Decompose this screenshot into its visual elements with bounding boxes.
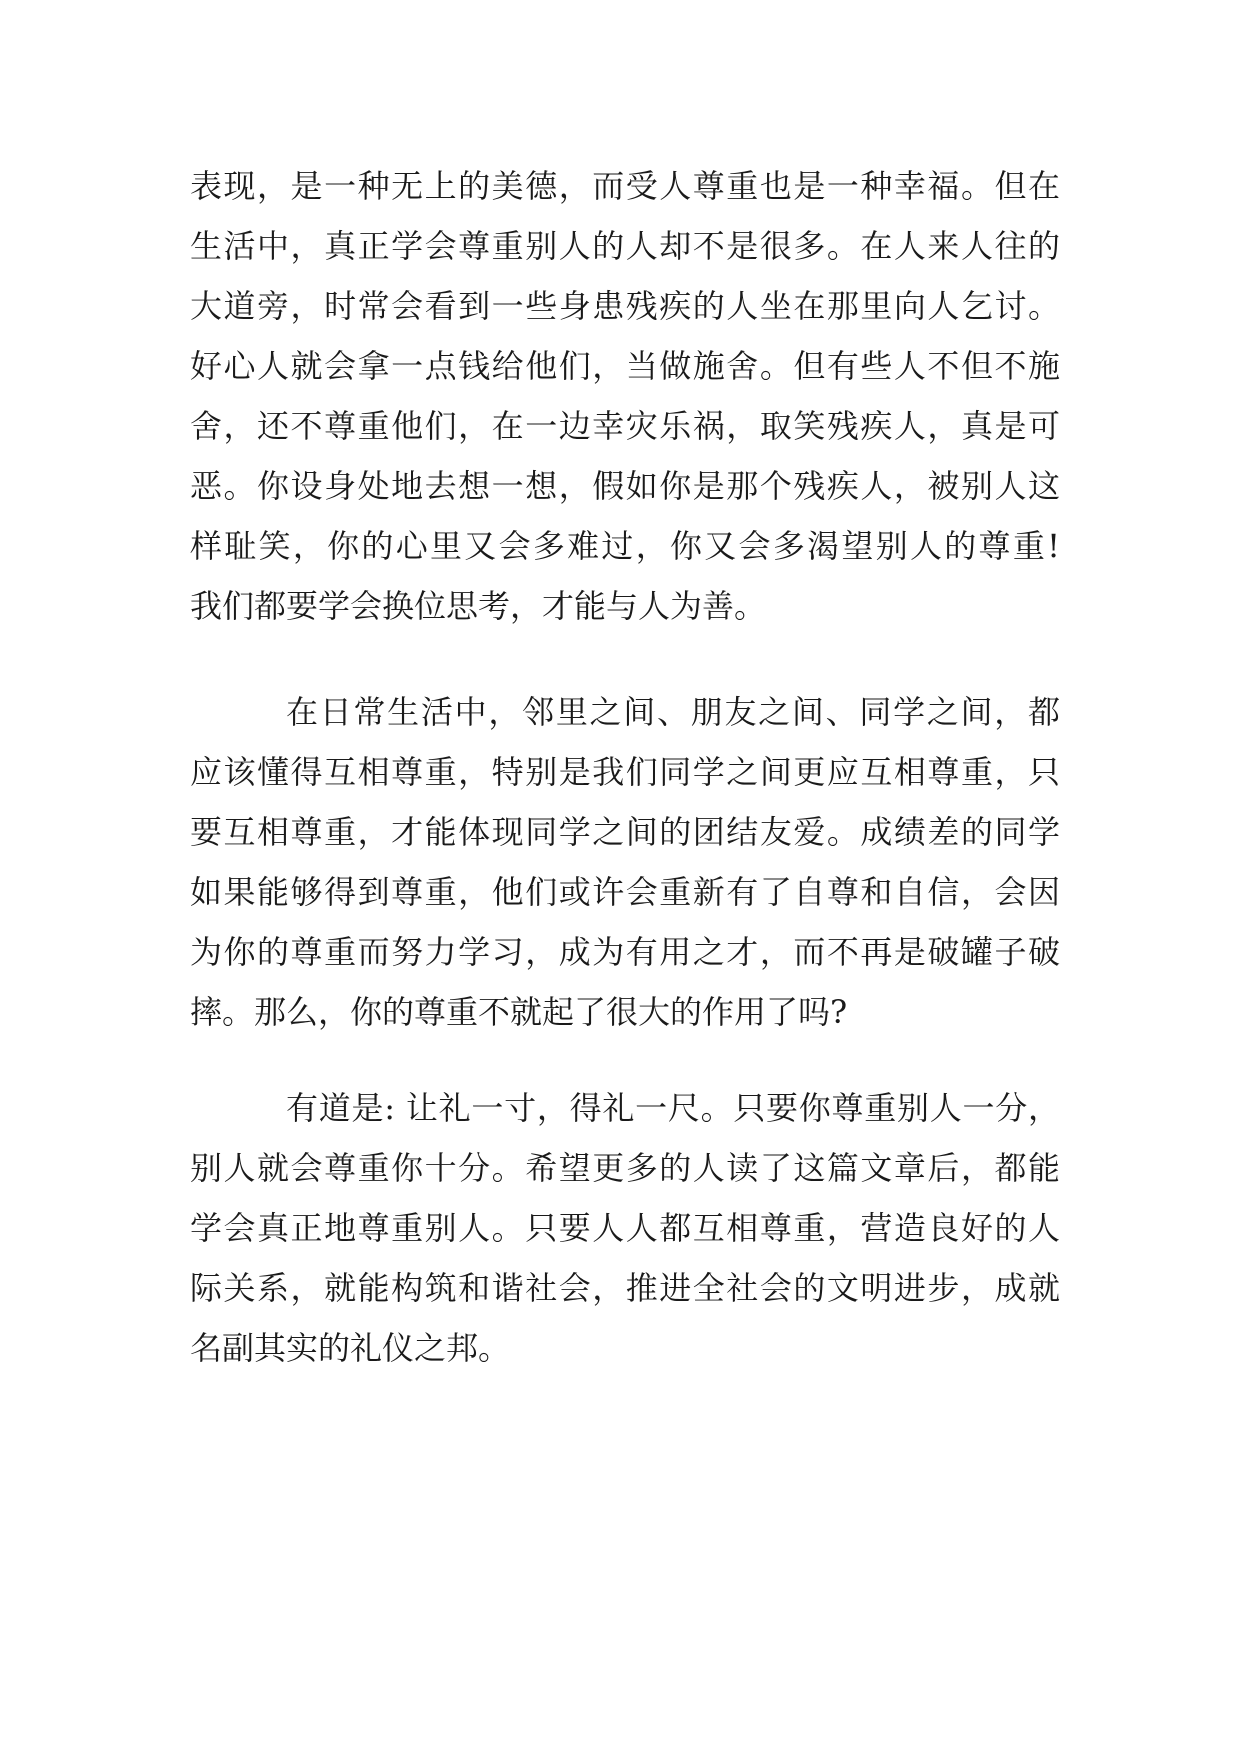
paragraph-line: 别人就会尊重你十分。希望更多的人读了这篇文章后，都能 (190, 1149, 1060, 1187)
paragraph-line: 好心人就会拿一点钱给他们，当做施舍。但有些人不但不施 (190, 347, 1060, 385)
paragraph-line: 有道是: 让礼一寸，得礼一尺。只要你尊重别人一分， (286, 1089, 1060, 1127)
paragraph-1 (190, 156, 1060, 636)
paragraph-line: 恶。你设身处地去想一想，假如你是那个残疾人，被别人这 (190, 467, 1060, 505)
paragraph-line: 样耻笑，你的心里又会多难过，你又会多渴望别人的尊重! (190, 527, 1060, 565)
paragraph-line: 名副其实的礼仪之邦。 (190, 1329, 511, 1367)
paragraph-line: 学会真正地尊重别人。只要人人都互相尊重，营造良好的人 (190, 1209, 1060, 1247)
paragraph-line: 我们都要学会换位思考，才能与人为善。 (190, 587, 767, 625)
paragraph-line: 如果能够得到尊重，他们或许会重新有了自尊和自信，会因 (190, 873, 1060, 911)
paragraph-line: 舍，还不尊重他们，在一边幸灾乐祸，取笑残疾人，真是可 (190, 407, 1060, 445)
paragraph-3 (190, 1078, 1060, 1378)
paragraph-line: 生活中，真正学会尊重别人的人却不是很多。在人来人往的 (190, 227, 1060, 265)
paragraph-line: 表现，是一种无上的美德，而受人尊重也是一种幸福。但在 (190, 167, 1060, 205)
paragraph-line: 应该懂得互相尊重，特别是我们同学之间更应互相尊重，只 (190, 753, 1060, 791)
paragraph-2 (190, 682, 1060, 1042)
paragraph-line: 摔。那么，你的尊重不就起了很大的作用了吗? (190, 993, 848, 1031)
paragraph-line: 为你的尊重而努力学习，成为有用之才，而不再是破罐子破 (190, 933, 1060, 971)
paragraph-line: 际关系，就能构筑和谐社会，推进全社会的文明进步，成就 (190, 1269, 1060, 1307)
paragraph-line: 在日常生活中，邻里之间、朋友之间、同学之间，都 (286, 693, 1060, 731)
paragraph-line: 大道旁，时常会看到一些身患残疾的人坐在那里向人乞讨。 (190, 287, 1060, 325)
paragraph-line: 要互相尊重，才能体现同学之间的团结友爱。成绩差的同学 (190, 813, 1060, 851)
